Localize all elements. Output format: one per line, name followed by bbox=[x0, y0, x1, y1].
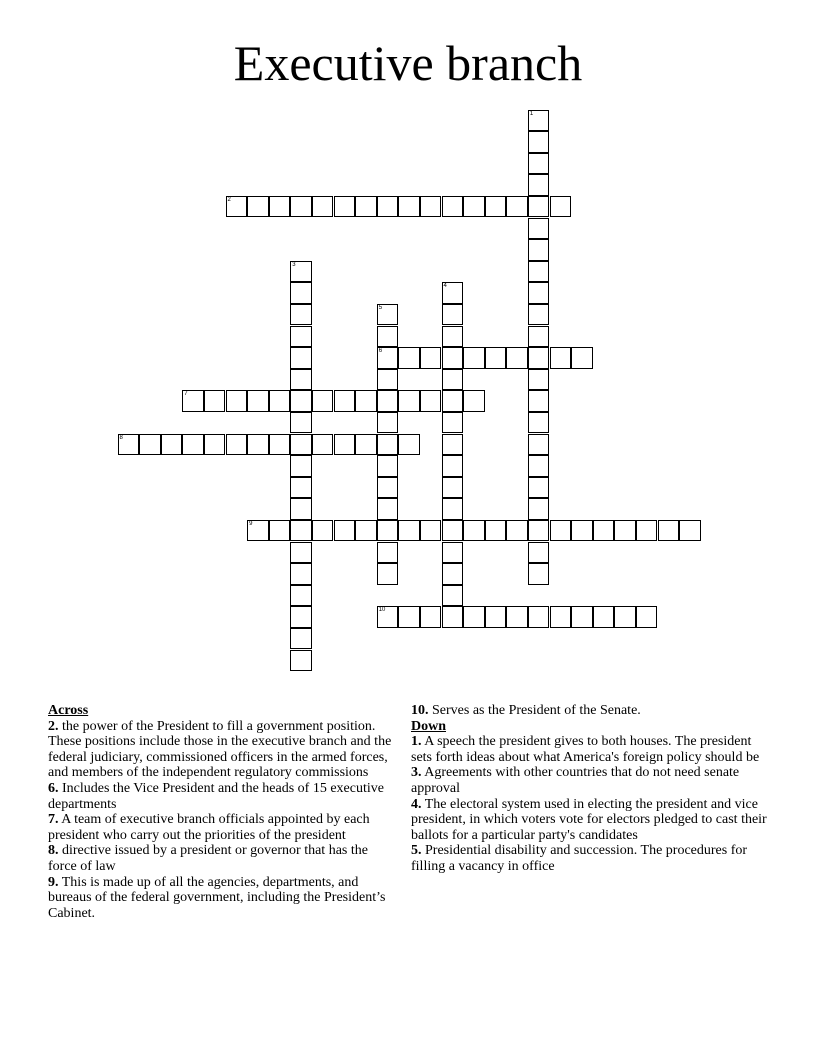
grid-cell[interactable] bbox=[355, 520, 377, 542]
clue-across-10 bbox=[411, 703, 767, 719]
grid-cell[interactable] bbox=[398, 196, 420, 218]
grid-cell[interactable] bbox=[442, 542, 464, 564]
grid-cell[interactable] bbox=[528, 110, 550, 132]
grid-cell[interactable] bbox=[463, 520, 485, 542]
clue-down-5 bbox=[411, 843, 767, 874]
grid-cell[interactable] bbox=[636, 520, 658, 542]
clue-number: 3. bbox=[411, 765, 422, 781]
clue-number-label: 3 bbox=[292, 261, 296, 268]
grid-cell[interactable] bbox=[442, 304, 464, 326]
clue-number-label: 1 bbox=[529, 110, 534, 117]
grid-cell[interactable] bbox=[290, 606, 312, 628]
grid-cell[interactable] bbox=[247, 196, 269, 218]
grid-cell[interactable] bbox=[377, 455, 399, 477]
grid-cell[interactable] bbox=[593, 520, 615, 542]
clue-text: This is made up of all the agencies, departments, and bureaus of the federal government, including the President’s Cabinet. bbox=[48, 874, 386, 921]
clue-text: Serves as the President of the Senate. bbox=[432, 703, 641, 718]
grid-cell[interactable] bbox=[377, 347, 399, 369]
grid-cell[interactable] bbox=[550, 520, 572, 542]
grid-cell[interactable] bbox=[334, 520, 356, 542]
grid-cell[interactable] bbox=[463, 606, 485, 628]
grid-cell[interactable] bbox=[247, 520, 269, 542]
grid-cell[interactable] bbox=[463, 390, 485, 412]
grid-cell[interactable] bbox=[398, 390, 420, 412]
grid-cell[interactable] bbox=[182, 434, 204, 456]
grid-cell[interactable] bbox=[377, 477, 399, 499]
grid-cell[interactable] bbox=[420, 520, 442, 542]
grid-cell[interactable] bbox=[528, 218, 550, 240]
grid-cell[interactable] bbox=[614, 520, 636, 542]
grid-cell[interactable] bbox=[442, 347, 464, 369]
grid-cell[interactable] bbox=[442, 196, 464, 218]
clue-across-7 bbox=[48, 812, 394, 843]
grid-cell[interactable] bbox=[550, 196, 572, 218]
grid-cell[interactable] bbox=[290, 650, 312, 672]
grid-cell[interactable] bbox=[528, 563, 550, 585]
grid-cell[interactable] bbox=[528, 347, 550, 369]
grid-cell[interactable] bbox=[312, 520, 334, 542]
grid-cell[interactable] bbox=[269, 196, 291, 218]
grid-cell[interactable] bbox=[182, 390, 204, 412]
grid-cell[interactable] bbox=[334, 390, 356, 412]
clue-number-label: 6 bbox=[378, 348, 383, 355]
clues-right-column bbox=[411, 703, 767, 875]
grid-cell[interactable] bbox=[442, 606, 464, 628]
grid-cell[interactable] bbox=[528, 434, 550, 456]
grid-cell[interactable] bbox=[377, 196, 399, 218]
clue-text: Agreements with other countries that do not need senate approval bbox=[411, 765, 740, 796]
grid-cell[interactable] bbox=[247, 390, 269, 412]
grid-cell[interactable] bbox=[377, 498, 399, 520]
grid-cell[interactable] bbox=[442, 455, 464, 477]
grid-cell[interactable] bbox=[290, 434, 312, 456]
clues-left-column bbox=[48, 703, 394, 921]
grid-cell[interactable] bbox=[290, 542, 312, 564]
clue-text: directive issued by a president or governor that has the force of law bbox=[48, 843, 368, 874]
grid-cell[interactable] bbox=[485, 196, 507, 218]
grid-cell[interactable] bbox=[377, 326, 399, 348]
grid-cell[interactable] bbox=[377, 520, 399, 542]
grid-cell[interactable] bbox=[290, 347, 312, 369]
grid-cell[interactable] bbox=[398, 606, 420, 628]
grid-cell[interactable] bbox=[528, 196, 550, 218]
clue-number-label: 8 bbox=[119, 434, 123, 441]
grid-cell[interactable] bbox=[377, 434, 399, 456]
grid-cell[interactable] bbox=[463, 196, 485, 218]
grid-cell[interactable] bbox=[290, 261, 312, 283]
grid-cell[interactable] bbox=[528, 455, 550, 477]
clue-across-8 bbox=[48, 843, 394, 874]
clue-number: 5. bbox=[411, 843, 422, 859]
grid-cell[interactable] bbox=[226, 434, 248, 456]
grid-cell[interactable] bbox=[528, 239, 550, 261]
grid-cell[interactable] bbox=[377, 412, 399, 434]
grid-cell[interactable] bbox=[550, 606, 572, 628]
grid-cell[interactable] bbox=[528, 369, 550, 391]
clue-number-label: 5 bbox=[378, 304, 383, 311]
grid-cell[interactable] bbox=[442, 477, 464, 499]
grid-cell[interactable] bbox=[506, 606, 528, 628]
grid-cell[interactable] bbox=[485, 606, 507, 628]
grid-cell[interactable] bbox=[290, 304, 312, 326]
grid-cell[interactable] bbox=[377, 563, 399, 585]
grid-cell[interactable] bbox=[139, 434, 161, 456]
grid-cell[interactable] bbox=[420, 347, 442, 369]
grid-cell[interactable] bbox=[204, 390, 226, 412]
clue-number: 9. bbox=[48, 874, 59, 890]
clue-down-4 bbox=[411, 797, 767, 844]
grid-cell[interactable] bbox=[528, 412, 550, 434]
grid-cell[interactable] bbox=[247, 434, 269, 456]
grid-cell[interactable] bbox=[528, 606, 550, 628]
grid-cell[interactable] bbox=[506, 196, 528, 218]
clue-number-label: 7 bbox=[184, 391, 188, 398]
clue-number-label: 9 bbox=[249, 520, 253, 527]
grid-cell[interactable] bbox=[442, 412, 464, 434]
grid-cell[interactable] bbox=[290, 369, 312, 391]
clue-number: 10. bbox=[411, 703, 429, 718]
grid-cell[interactable] bbox=[442, 520, 464, 542]
grid-cell[interactable] bbox=[442, 563, 464, 585]
grid-cell[interactable] bbox=[485, 347, 507, 369]
grid-cell[interactable] bbox=[355, 434, 377, 456]
grid-cell[interactable] bbox=[528, 304, 550, 326]
clue-number: 1. bbox=[411, 734, 422, 750]
grid-cell[interactable] bbox=[420, 196, 442, 218]
clue-text: Includes the Vice President and the heads of 15 executive departments bbox=[48, 780, 384, 812]
grid-cell[interactable] bbox=[118, 434, 140, 456]
grid-cell[interactable] bbox=[377, 369, 399, 391]
clue-text: the power of the President to fill a government position. These positions include those in the executive branch and the federal judiciary, commissioned officers in the armed forces, and members of the independent regulatory commissions bbox=[48, 718, 392, 781]
grid-cell[interactable] bbox=[355, 390, 377, 412]
grid-cell[interactable] bbox=[550, 347, 572, 369]
clue-across-6 bbox=[48, 781, 394, 812]
clue-number: 6. bbox=[48, 780, 59, 796]
grid-cell[interactable] bbox=[290, 628, 312, 650]
grid-cell[interactable] bbox=[593, 606, 615, 628]
grid-cell[interactable] bbox=[290, 585, 312, 607]
clue-across-2 bbox=[48, 719, 394, 781]
grid-cell[interactable] bbox=[290, 520, 312, 542]
grid-cell[interactable] bbox=[679, 520, 701, 542]
grid-cell[interactable] bbox=[442, 390, 464, 412]
grid-cell[interactable] bbox=[506, 347, 528, 369]
grid-cell[interactable] bbox=[420, 606, 442, 628]
grid-cell[interactable] bbox=[312, 390, 334, 412]
grid-cell[interactable] bbox=[290, 477, 312, 499]
grid-cell[interactable] bbox=[290, 282, 312, 304]
grid-cell[interactable] bbox=[290, 498, 312, 520]
grid-cell[interactable] bbox=[571, 520, 593, 542]
clue-number-label: 2 bbox=[227, 196, 231, 203]
grid-cell[interactable] bbox=[334, 196, 356, 218]
page-title: Executive branch bbox=[233, 35, 583, 91]
grid-cell[interactable] bbox=[290, 412, 312, 434]
grid-cell[interactable] bbox=[204, 434, 226, 456]
grid-cell[interactable] bbox=[290, 563, 312, 585]
grid-cell[interactable] bbox=[442, 326, 464, 348]
grid-cell[interactable] bbox=[377, 390, 399, 412]
grid-cell[interactable] bbox=[290, 326, 312, 348]
grid-cell[interactable] bbox=[571, 606, 593, 628]
grid-cell[interactable] bbox=[442, 434, 464, 456]
grid-cell[interactable] bbox=[528, 542, 550, 564]
clue-down-1 bbox=[411, 734, 767, 765]
clue-number: 2. bbox=[48, 718, 59, 734]
down-heading: Down bbox=[411, 718, 447, 734]
grid-cell[interactable] bbox=[485, 520, 507, 542]
grid-cell[interactable] bbox=[161, 434, 183, 456]
clue-number-label: 4 bbox=[443, 283, 447, 290]
grid-cell[interactable] bbox=[226, 390, 248, 412]
grid-cell[interactable] bbox=[290, 390, 312, 412]
clue-text: A speech the president gives to both houses. The president sets forth ideas about what America's foreign policy should be bbox=[411, 734, 760, 765]
clue-number-label: 10 bbox=[378, 607, 386, 614]
grid-cell[interactable] bbox=[442, 585, 464, 607]
clue-text: Presidential disability and succession. The procedures for filling a vacancy in office bbox=[411, 843, 748, 874]
grid-cell[interactable] bbox=[312, 196, 334, 218]
grid-cell[interactable] bbox=[528, 326, 550, 348]
grid-cell[interactable] bbox=[377, 606, 399, 628]
grid-cell[interactable] bbox=[398, 434, 420, 456]
grid-cell[interactable] bbox=[312, 434, 334, 456]
clue-text: The electoral system used in electing the president and vice president, in which voters vote for electors pledged to cast their ballots for a particular party's candidates bbox=[411, 796, 767, 843]
clue-across-9 bbox=[48, 875, 394, 922]
grid-cell[interactable] bbox=[528, 261, 550, 283]
grid-cell[interactable] bbox=[506, 520, 528, 542]
grid-cell[interactable] bbox=[290, 455, 312, 477]
clue-number: 7. bbox=[48, 812, 59, 828]
grid-cell[interactable] bbox=[463, 347, 485, 369]
grid-cell[interactable] bbox=[528, 390, 550, 412]
grid-cell[interactable] bbox=[377, 304, 399, 326]
clue-text: A team of executive branch officials appointed by each president who carry out the priorities of the president bbox=[48, 812, 370, 843]
grid-cell[interactable] bbox=[614, 606, 636, 628]
grid-cell[interactable] bbox=[528, 520, 550, 542]
grid-cell[interactable] bbox=[269, 434, 291, 456]
grid-cell[interactable] bbox=[636, 606, 658, 628]
grid-cell[interactable] bbox=[528, 477, 550, 499]
clue-number: 4. bbox=[411, 796, 422, 812]
clue-number: 8. bbox=[48, 843, 59, 859]
grid-cell[interactable] bbox=[269, 520, 291, 542]
grid-cell[interactable] bbox=[571, 347, 593, 369]
grid-cell[interactable] bbox=[377, 542, 399, 564]
grid-cell[interactable] bbox=[528, 174, 550, 196]
grid-cell[interactable] bbox=[442, 369, 464, 391]
grid-cell[interactable] bbox=[442, 498, 464, 520]
grid-cell[interactable] bbox=[420, 390, 442, 412]
grid-cell[interactable] bbox=[442, 282, 464, 304]
grid-cell[interactable] bbox=[658, 520, 680, 542]
grid-cell[interactable] bbox=[355, 196, 377, 218]
grid-cell[interactable] bbox=[334, 434, 356, 456]
grid-cell[interactable] bbox=[528, 282, 550, 304]
grid-cell[interactable] bbox=[226, 196, 248, 218]
grid-cell[interactable] bbox=[528, 498, 550, 520]
grid-cell[interactable] bbox=[398, 347, 420, 369]
across-heading: Across bbox=[48, 703, 89, 718]
grid-cell[interactable] bbox=[269, 390, 291, 412]
clue-down-3 bbox=[411, 765, 767, 796]
grid-cell[interactable] bbox=[398, 520, 420, 542]
grid-cell[interactable] bbox=[528, 153, 550, 175]
grid-cell[interactable] bbox=[290, 196, 312, 218]
grid-cell[interactable] bbox=[528, 131, 550, 153]
